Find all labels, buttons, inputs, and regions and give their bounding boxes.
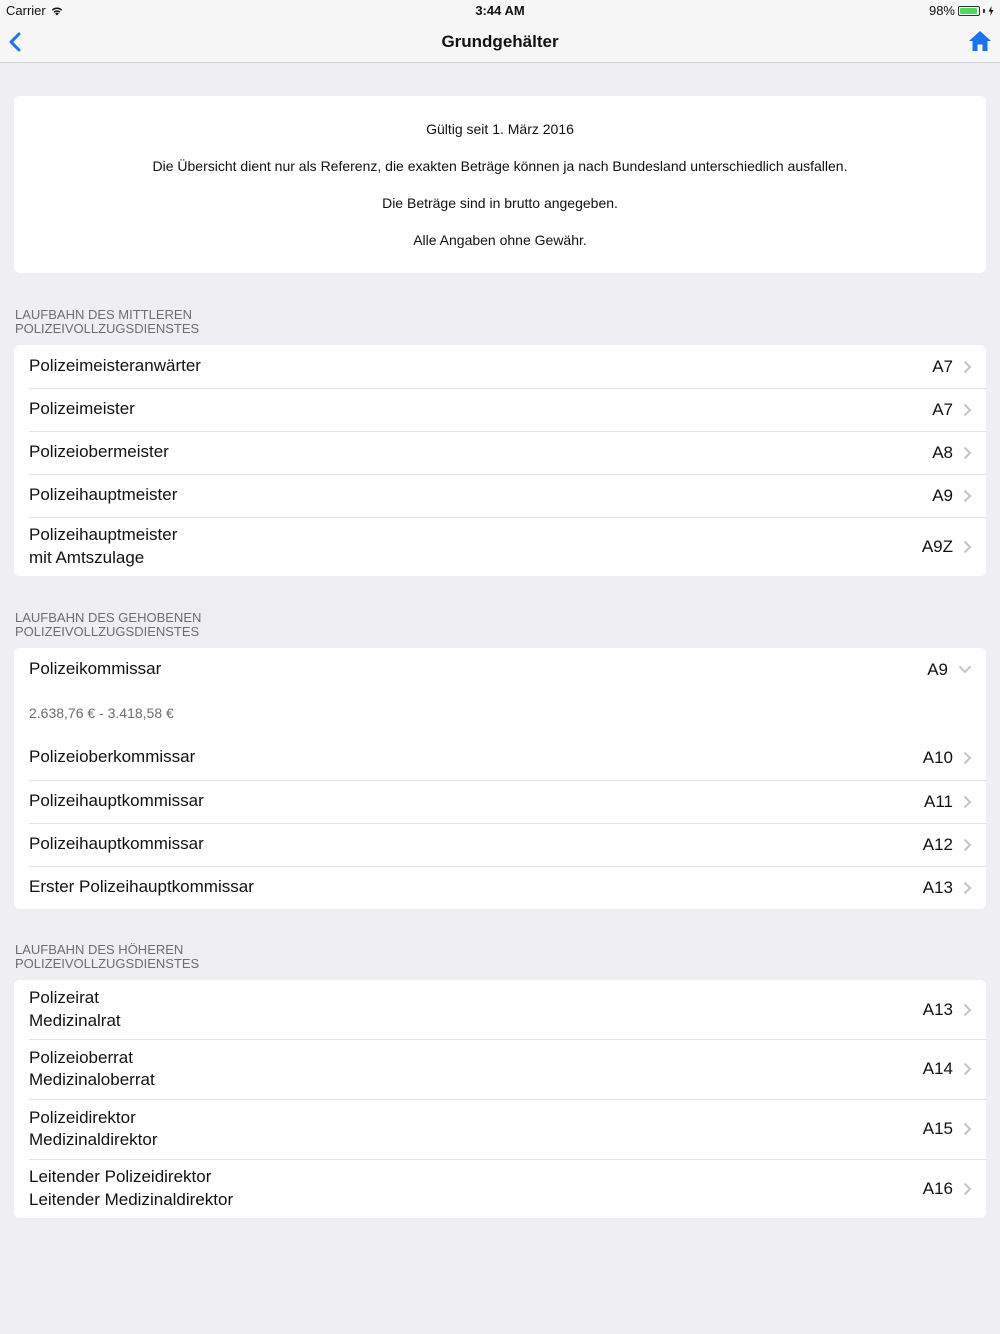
chevron-right-icon: [963, 881, 972, 895]
chevron-right-icon: [963, 403, 972, 417]
list-item[interactable]: [14, 474, 986, 517]
page-title: Grundgehälter: [441, 32, 559, 51]
info-disclaimer: Alle Angaben ohne Gewähr.: [413, 232, 587, 248]
rank-title: Erster Polizeihauptkommissar: [29, 877, 254, 897]
chevron-right-icon: [963, 1122, 972, 1136]
list-item[interactable]: [14, 1039, 986, 1099]
info-brutto-note: Die Beträge sind in brutto angegeben.: [382, 195, 618, 211]
info-reference-note: Die Übersicht dient nur als Referenz, die exakten Beträge können ja nach Bundesland unterschiedlich ausfallen.: [152, 158, 848, 174]
rank-title: Polizeihauptmeister mit Amtszulage: [29, 525, 178, 567]
list-item[interactable]: [14, 735, 986, 780]
battery-icon: [958, 6, 980, 16]
rank-title: Polizeidirektor Medizinaldirektor: [29, 1107, 158, 1149]
section-header-gehobener: LAUFBAHN DES GEHOBENEN POLIZEIVOLLZUGSDIENSTES: [15, 610, 202, 639]
pay-grade: A16: [922, 1178, 953, 1198]
rank-title: Leitender Polizeidirektor Leitender Medizinaldirektor: [29, 1167, 234, 1209]
pay-grade: A14: [922, 1059, 953, 1078]
rank-title: Polizeiobermeister: [29, 442, 169, 462]
list-item[interactable]: [14, 780, 986, 823]
chevron-right-icon: [963, 795, 972, 809]
chevron-right-icon: [963, 540, 972, 554]
pay-grade: A9: [932, 485, 953, 505]
clock: 3:44 AM: [475, 3, 525, 18]
pay-grade: A8: [932, 442, 953, 462]
rank-title: Polizeihauptkommissar: [29, 791, 204, 811]
rank-title: Polizeirat Medizinalrat: [29, 988, 121, 1030]
pay-grade: A7: [932, 356, 953, 376]
rank-title: Polizeioberrat Medizinaloberrat: [29, 1047, 155, 1089]
rank-title: Polizeimeisteranwärter: [29, 356, 201, 376]
carrier-label: Carrier: [6, 3, 46, 18]
chevron-right-icon: [963, 1003, 972, 1017]
chevron-down-icon: [958, 665, 972, 674]
charging-bolt-icon: [988, 6, 994, 16]
pay-grade: A9Z: [921, 536, 953, 556]
list-item[interactable]: [14, 1099, 986, 1159]
list-item[interactable]: [14, 980, 986, 1039]
rank-title: Polizeihauptkommissar: [29, 834, 204, 854]
chevron-right-icon: [963, 838, 972, 852]
navigation-bar: [0, 22, 1000, 63]
chevron-right-icon: [963, 751, 972, 765]
chevron-right-icon: [963, 446, 972, 460]
home-icon[interactable]: [966, 27, 994, 55]
list-item[interactable]: [14, 388, 986, 431]
status-bar: [0, 0, 1000, 22]
battery-percent: 98%: [928, 3, 955, 18]
chevron-right-icon: [963, 360, 972, 374]
chevron-right-icon: [963, 1062, 972, 1076]
salary-range: 2.638,76 € - 3.418,58 €: [29, 705, 174, 721]
battery-indicator: [929, 3, 994, 18]
chevron-right-icon: [963, 1182, 972, 1196]
pay-grade: A10: [922, 747, 953, 767]
rank-title: Polizeimeister: [29, 399, 135, 419]
list-item-expanded[interactable]: [14, 648, 986, 691]
info-card: [14, 96, 986, 273]
rank-title: Polizeihauptmeister: [29, 485, 178, 505]
pay-grade: A12: [922, 834, 953, 854]
list-item[interactable]: [14, 1159, 986, 1218]
list-item[interactable]: [14, 431, 986, 474]
pay-grade: A7: [932, 399, 953, 419]
list-item[interactable]: [14, 517, 986, 576]
list-item[interactable]: [14, 866, 986, 909]
section-list-hoeherer: [14, 980, 986, 1218]
rank-title: Polizeioberkommissar: [29, 747, 196, 767]
section-header-mittlerer: LAUFBAHN DES MITTLEREN POLIZEIVOLLZUGSDIENSTES: [15, 307, 200, 336]
info-valid-since: Gültig seit 1. März 2016: [426, 121, 574, 137]
section-list-mittlerer: [14, 345, 986, 576]
list-item[interactable]: [14, 823, 986, 866]
pay-grade: A13: [922, 999, 953, 1019]
pay-grade: A15: [922, 1119, 953, 1138]
section-list-gehobener: [14, 648, 986, 909]
section-header-hoeherer: LAUFBAHN DES HÖHEREN POLIZEIVOLLZUGSDIENSTES: [15, 942, 200, 971]
list-item[interactable]: [14, 345, 986, 388]
chevron-right-icon: [963, 489, 972, 503]
pay-grade: A11: [924, 791, 953, 811]
pay-grade: A13: [922, 877, 953, 897]
pay-grade: A9: [927, 659, 948, 679]
rank-title: Polizeikommissar: [29, 659, 162, 679]
